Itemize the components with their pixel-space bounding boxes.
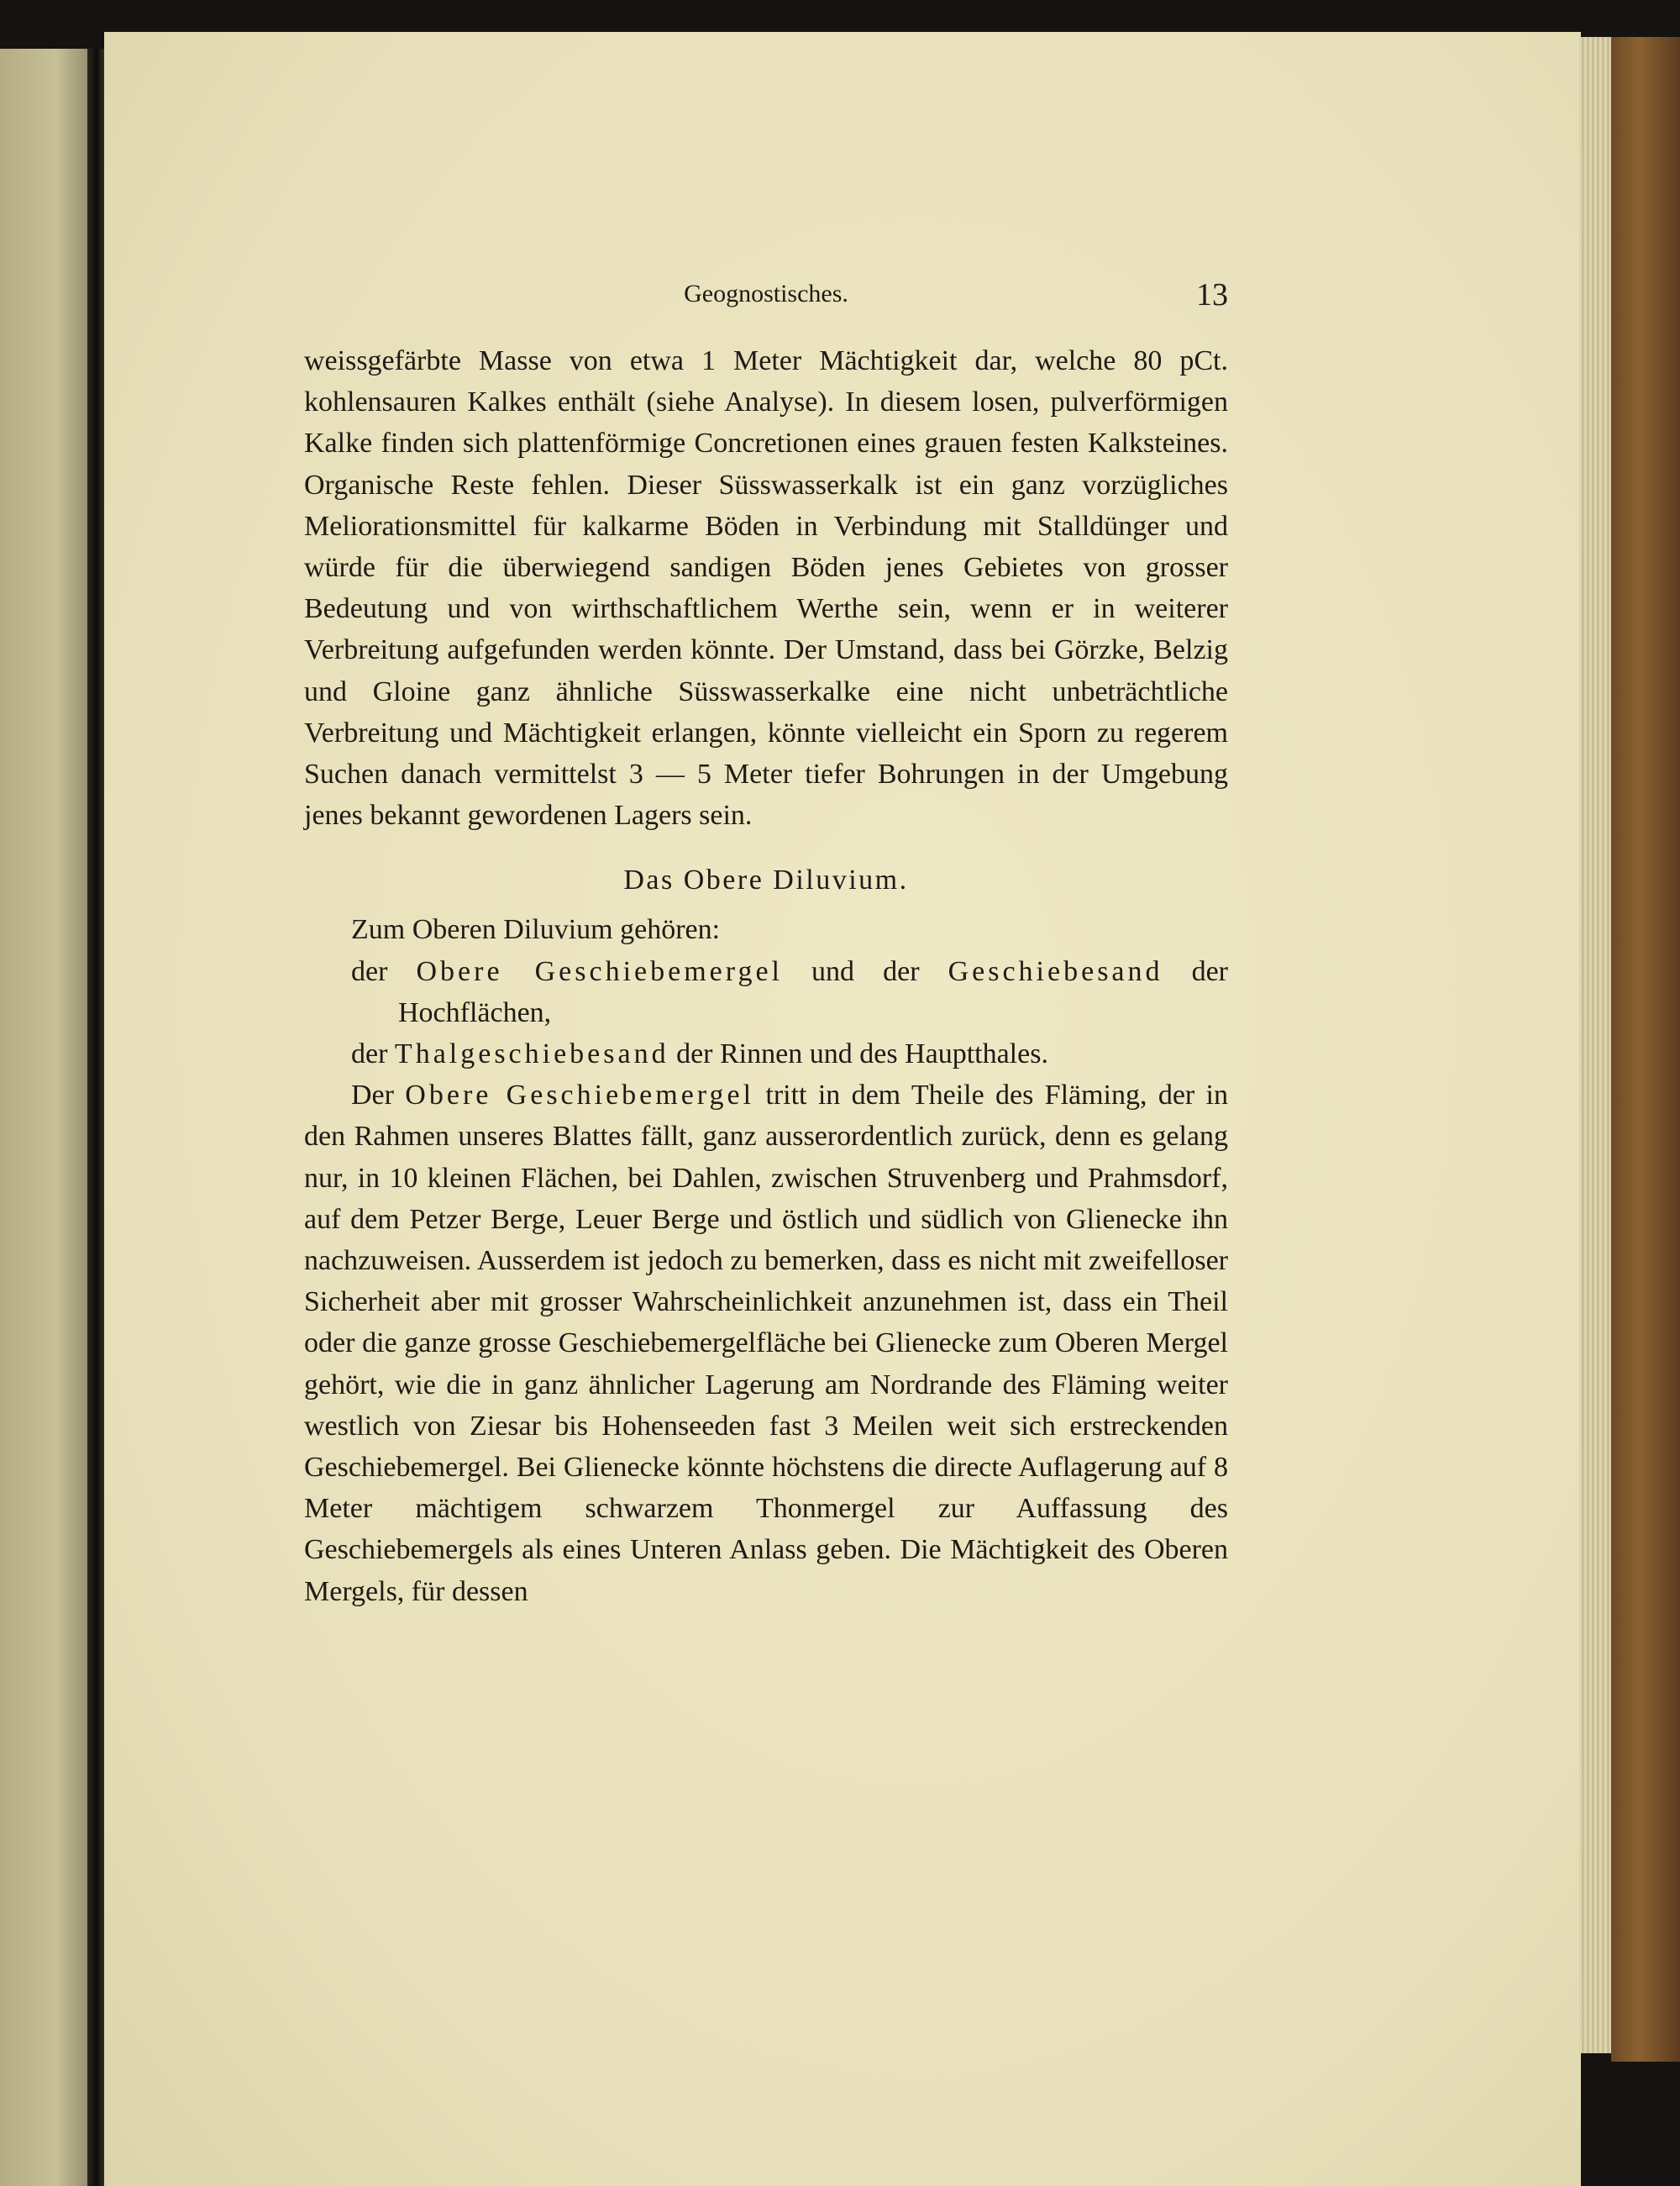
- section-heading: Das Obere Diluvium.: [623, 864, 909, 896]
- list-item-middle: der Rinnen und des Hauptthales.: [669, 1038, 1048, 1070]
- section-lead: Zum Oberen Diluvium gehören:: [351, 914, 721, 946]
- book-cover-edge: [1611, 37, 1680, 2062]
- list-item-suffix: der Hochflächen,: [398, 955, 1228, 1028]
- body-rest: tritt in dem Theile des Fläming, der in den Rahmen unseres Blattes fällt, ganz ausserordentlich zurück, denn es gelang nur, in 10 kleinen Flächen, bei Dahlen, zwischen Struvenberg und Prahmsdorf, auf dem Petzer Berge, Leuer Berge und östlich und südlich von Glienecke ihn nachzuweisen. Ausserdem ist jedoch zu bemerken, dass es nicht mit zweifelloser Sicherheit aber mit grosser Wahrscheinlichkeit anzunehmen ist, dass ein Theil oder die ganze grosse Geschiebemergelfläche bei Glienecke zum Oberen Mergel gehört, wie die in ganz ähnlicher Lagerung am Nordrande des Fläming weiter westlich von Ziesar bis Hohenseeden fast 3 Meilen weit sich erstreckenden Geschiebemergel. Bei Glienecke könnte höchstens die directe Auflagerung auf 8 Meter mächtigem schwarzem Thonmergel zur Auffassung des Geschiebemergels als eines Unteren Anlass geben. Die Mächtigkeit des Oberen Mergels, für dessen: [304, 1080, 1229, 1607]
- running-title: Geognostisches.: [684, 280, 848, 307]
- list-item: [304, 951, 1228, 1033]
- list-item: [304, 1033, 1228, 1075]
- page-number: 13: [1196, 277, 1228, 313]
- intro-paragraph: weissgefärbte Masse von etwa 1 Meter Mächtigkeit dar, welche 80 pCt. kohlensauren Kalkes enthält (siehe Analyse). In diesem losen, pulverförmigen Kalke finden sich plattenförmige Concretionen eines grauen festen Kalksteines. Organische Reste fehlen. Dieser Süsswasserkalk ist ein ganz vorzügliches Meliorationsmittel für kalkarme Böden in Verbindung mit Stalldünger und würde für die überwiegend sandigen Böden jenes Gebietes von grosser Bedeutung und von wirthschaftlichem Werthe sein, wenn er in weiterer Verbreitung aufgefunden werden könnte. Der Umstand, dass bei Görzke, Belzig und Gloine ganz ähnliche Süsswasserkalke eine nicht unbeträchtliche Verbreitung und Mächtigkeit erlangen, könnte vielleicht ein Sporn zu regerem Suchen danach vermittelst 3 — 5 Meter tiefer Bohrungen in der Umgebung jenes bekannt gewordenen Lagers sein.: [304, 345, 1228, 832]
- page-text-block: [304, 277, 1229, 1612]
- body-term: Obere Geschiebemergel: [405, 1080, 755, 1111]
- list-item-term-2: Geschiebesand: [948, 955, 1163, 987]
- book-gutter: [87, 49, 106, 2186]
- page-block-edges: [1579, 37, 1613, 2053]
- list-item-term: Obere Geschiebemergel: [416, 955, 783, 987]
- running-head: [304, 277, 1228, 313]
- list-item-prefix: der: [351, 1038, 395, 1070]
- diluvium-list: [304, 951, 1228, 1075]
- body-paragraph: [304, 1075, 1228, 1612]
- facing-page-edge: [0, 49, 94, 2186]
- list-item-middle: und der: [782, 955, 948, 987]
- list-item-term: Thalgeschiebesand: [394, 1038, 669, 1070]
- list-item-prefix: der: [351, 955, 417, 987]
- body-start: Der: [351, 1080, 406, 1111]
